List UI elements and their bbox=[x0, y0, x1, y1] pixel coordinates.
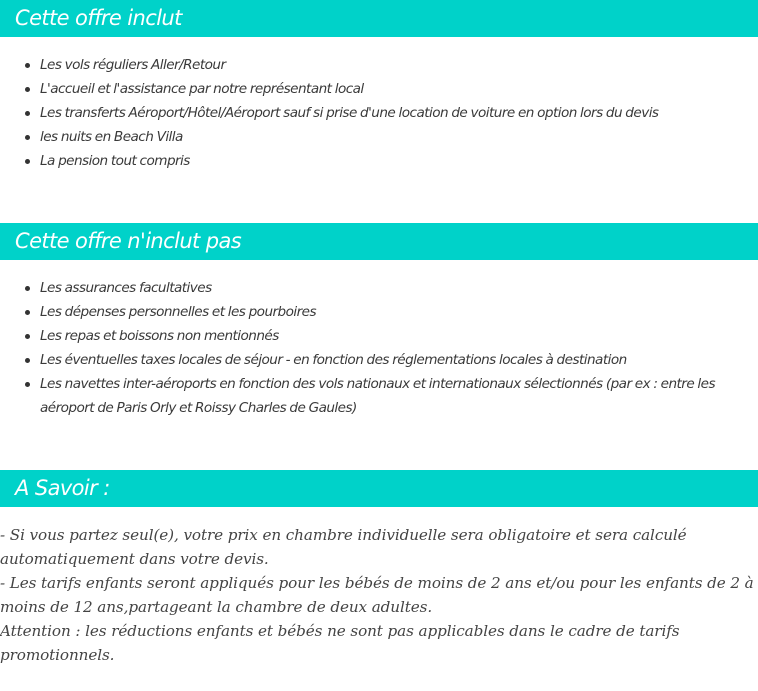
bullet-icon bbox=[25, 382, 30, 387]
savoir-paragraph: Attention : les réductions enfants et bébés ne sont pas applicables dans le cadre de tarifs promotionnels. bbox=[0, 622, 680, 664]
bullet-icon bbox=[25, 63, 30, 68]
bullet-icon bbox=[25, 159, 30, 164]
list-item bbox=[0, 372, 740, 420]
bullet-icon bbox=[25, 334, 30, 339]
list-item bbox=[0, 101, 740, 125]
bullet-icon bbox=[25, 87, 30, 92]
list-item bbox=[0, 348, 740, 372]
list-item bbox=[0, 149, 740, 173]
excluded-list bbox=[0, 276, 740, 420]
savoir-paragraph: - Si vous partez seul(e), votre prix en chambre individuelle sera obligatoire et sera calculé automatiquement dans votre devis. bbox=[0, 526, 687, 568]
savoir-section-title: A Savoir : bbox=[15, 476, 110, 500]
list-item bbox=[0, 276, 740, 300]
savoir-paragraph: - Les tarifs enfants seront appliqués pour les bébés de moins de 2 ans et/ou pour les enfants de 2 à moins de 12 ans,partageant la chambre de deux adultes. bbox=[0, 574, 754, 616]
list-item bbox=[0, 77, 740, 101]
list-item bbox=[0, 53, 740, 77]
list-item bbox=[0, 300, 740, 324]
list-item-text: les nuits en Beach Villa bbox=[40, 129, 183, 145]
list-item bbox=[0, 324, 740, 348]
included-list bbox=[0, 53, 740, 173]
list-item-text: Les repas et boissons non mentionnés bbox=[40, 328, 279, 344]
list-item-text: Les navettes inter-aéroports en fonction des vols nationaux et internationaux sélectionnés (par ex : entre les aéroport de Paris Orly et Roissy Charles de Gaules) bbox=[40, 376, 715, 416]
bullet-icon bbox=[25, 111, 30, 116]
bullet-icon bbox=[25, 358, 30, 363]
list-item-text: Les vols réguliers Aller/Retour bbox=[40, 57, 226, 73]
list-item bbox=[0, 125, 740, 149]
bullet-icon bbox=[25, 286, 30, 291]
excluded-section-title: Cette offre n'inclut pas bbox=[15, 229, 242, 253]
list-item-text: Les dépenses personnelles et les pourboires bbox=[40, 304, 316, 320]
excluded-section-header bbox=[0, 223, 758, 260]
bullet-icon bbox=[25, 310, 30, 315]
list-item-text: Les assurances facultatives bbox=[40, 280, 212, 296]
included-section-header bbox=[0, 0, 758, 37]
list-item-text: Les transferts Aéroport/Hôtel/Aéroport sauf si prise d'une location de voiture en option lors du devis bbox=[40, 105, 659, 121]
list-item-text: La pension tout compris bbox=[40, 153, 190, 169]
list-item-text: L'accueil et l'assistance par notre représentant local bbox=[40, 81, 364, 97]
savoir-content bbox=[0, 523, 758, 667]
included-section-title: Cette offre inclut bbox=[15, 6, 182, 30]
savoir-section-header bbox=[0, 470, 758, 507]
list-item-text: Les éventuelles taxes locales de séjour - en fonction des réglementations locales à destination bbox=[40, 352, 627, 368]
bullet-icon bbox=[25, 135, 30, 140]
